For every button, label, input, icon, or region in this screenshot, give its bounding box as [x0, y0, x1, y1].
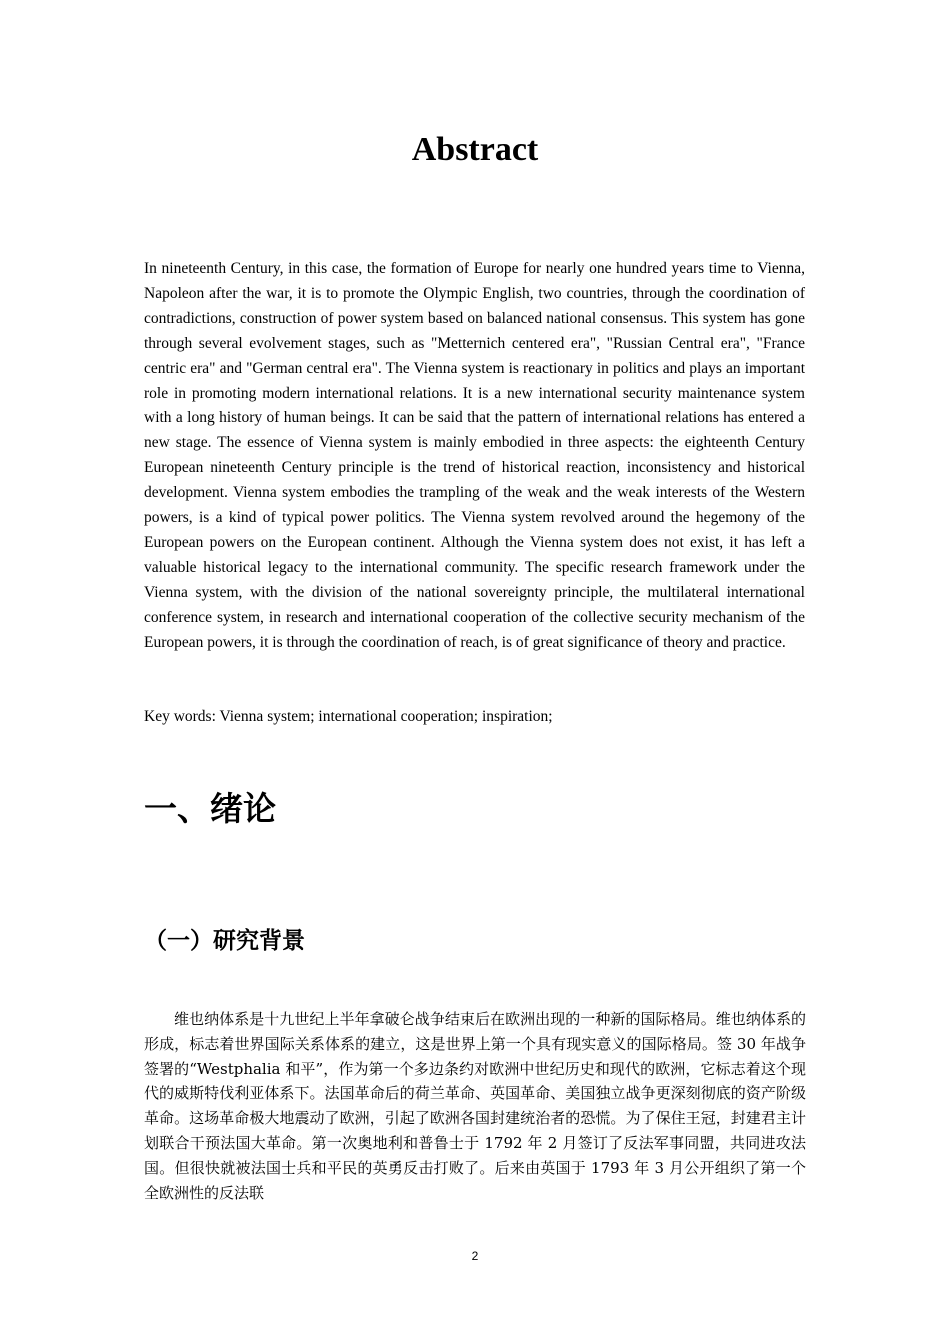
- abstract-body: In nineteenth Century, in this case, the formation of Europe for nearly one hundred years time to Vienna, Napoleon after the war, it is to promote the Olympic English, two countries, through the coordination of contradictions, construction of power system based on balanced national consensus. This system has gone through several evolvement stages, such as "Metternich centered era", "Russian Central era", "France centric era" and "German central era". The Vienna system is reactionary in politics and plays an important role in promoting modern international relations. It is a new international security maintenance system with a long history of human beings. It can be said that the pattern of international relations has entered a new stage. The essence of Vienna system is mainly embodied in three aspects: the eighteenth Century European nineteenth Century principle is the trend of historical reaction, inconsistency and historical development. Vienna system embodies the trampling of the weak and the weak interests of the Western powers, is a kind of typical power politics. The Vienna system revolved around the hegemony of the European powers on the European continent. Although the Vienna system does not exist, it has left a valuable historical legacy to the international community. The specific research framework under the Vienna system, with the division of the national sovereignty principle, the multilateral international conference system, in research and international cooperation of the collective security mechanism of the European powers, it is through the coordination of reach, is of great significance of theory and practice.: [144, 260, 805, 651]
- chapter-heading: 一、绪论: [144, 789, 276, 828]
- abstract-title: Abstract: [411, 131, 539, 168]
- abstract-keywords: Key words: Vienna system; international cooperation; inspiration;: [144, 708, 553, 725]
- section-paragraph: 维也纳体系是十九世纪上半年拿破仑战争结束后在欧洲出现的一种新的国际格局。维也纳体系的形成，标志着世界国际关系体系的建立，这是世界上第一个具有现实意义的国际格局。签 30 年战争签署的“Westphalia 和平”，作为第一个多边条约对欧洲中世纪历史和现代的欧洲，它标志着这个现代的威斯特伐利亚体系下。法国革命后的荷兰革命、英国革命、美国独立战争更深刻彻底的资产阶级革命。这场革命极大地震动了欧洲，引起了欧洲各国封建统治者的恐慌。为了保住王冠，封建君主计划联合干预法国大革命。第一次奥地利和普鲁士于 1792 年 2 月签订了反法军事同盟，共同进攻法国。但很快就被法国士兵和平民的英勇反击打败了。后来由英国于 1793 年 3 月公开组织了第一个全欧洲性的反法联: [144, 1010, 806, 1202]
- section-heading: （一）研究背景: [144, 928, 305, 954]
- page-number: 2: [471, 1249, 479, 1263]
